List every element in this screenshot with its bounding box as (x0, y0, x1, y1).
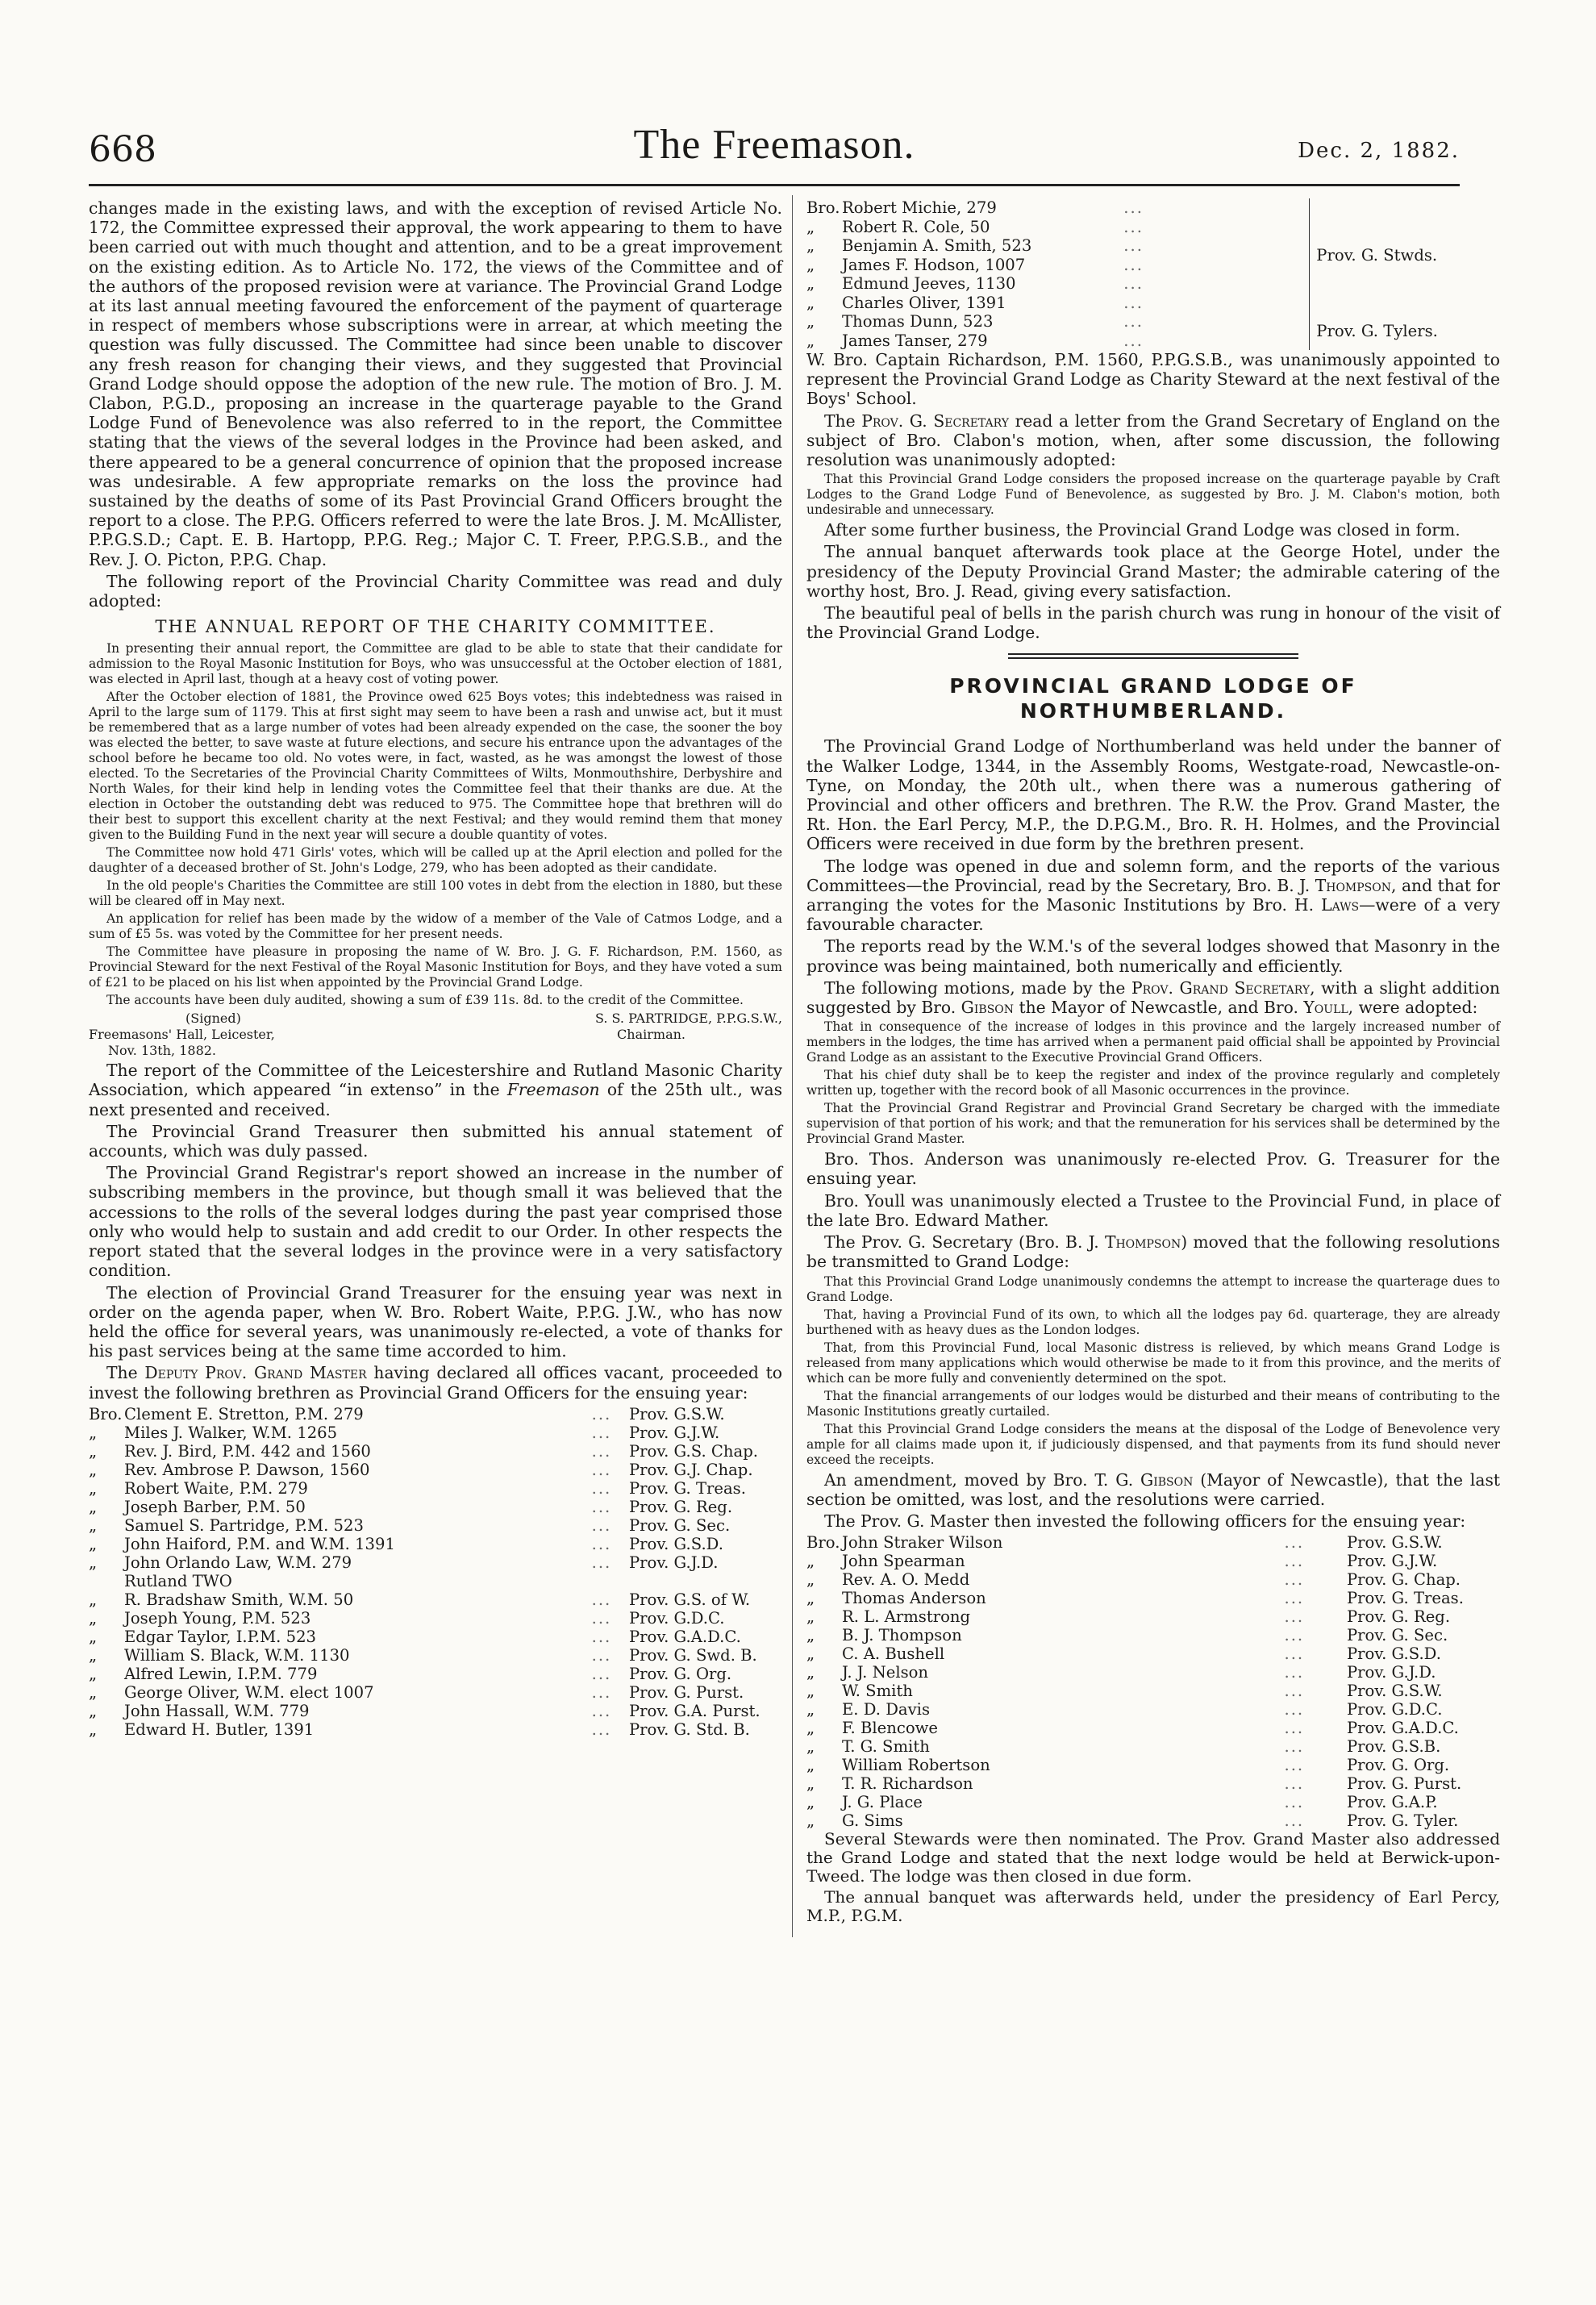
report-heading: THE ANNUAL REPORT OF THE CHARITY COMMITTEE. (155, 617, 716, 637)
officer-office: Prov. G. Reg. (629, 1497, 733, 1516)
officer-office: Prov. G.J.W. (1347, 1552, 1438, 1571)
leader-dots: ... (1284, 1644, 1305, 1664)
officer-name: J. G. Place (842, 1793, 923, 1812)
officer-office: Prov. G. Org. (629, 1664, 732, 1683)
heading-line: PROVINCIAL GRAND LODGE OF (949, 674, 1357, 698)
officer-row (806, 1811, 1500, 1830)
officer-row (89, 1609, 782, 1628)
column-divider (792, 195, 793, 1937)
text-run: of the 25th ult., was next presented and received. (89, 1080, 782, 1119)
left-officers-list (89, 1405, 782, 1739)
officer-office: Prov. G.S.B. (1347, 1737, 1441, 1757)
steward-name: Charles Oliver, 1391 (842, 293, 1006, 312)
leader-dots: ... (591, 1515, 612, 1535)
resolution: That this Provincial Grand Lodge considers the proposed increase on the quarterage payable by Craft Lodges to the Grand Lodge Fund of Benevolence, as suggested by Bro. J. M. Clabon's motion, both undesirable and unnecessary. (806, 472, 1500, 518)
small-caps-run: Prov. Grand Secretary (1131, 977, 1311, 998)
leader-dots: ... (1284, 1663, 1305, 1682)
paragraph: Several Stewards were then nominated. The Prov. Grand Master also addressed the Grand Lodge and stated that the next lodge would be held at Berwick-upon-Tweed. The lodge was then closed in due form. (806, 1829, 1500, 1886)
leader-dots: ... (1284, 1626, 1305, 1645)
paragraph (806, 978, 1500, 1017)
text-run: The Prov. G. Secretary (Bro. B. J. (824, 1232, 1099, 1253)
signatory-role: Chairman. (617, 1027, 685, 1043)
officer-office: Prov. G. Sec. (1347, 1626, 1448, 1645)
officer-row (806, 1774, 1500, 1793)
officer-row (89, 1590, 782, 1609)
report-paragraph: An application for relief has been made by the widow of a member of the Vale of Catmos Lodge, and a sum of £5 5s. was voted by the Committee for her present needs. (89, 911, 782, 942)
resolution: That, having a Provincial Fund of its own, to which all the lodges pay 6d. quarterage, they are already burthened with as heavy dues as the London lodges. (806, 1307, 1500, 1337)
text-run: The (824, 411, 856, 431)
paragraph: The following report of the Provincial Charity Committee was read and duly adopted: (89, 571, 782, 611)
officer-name: Rev. Ambrose P. Dawson, 1560 (124, 1460, 370, 1479)
signed-label: (Signed) (185, 1011, 241, 1027)
leader-dots: ... (1123, 312, 1144, 331)
officer-row (806, 1533, 1500, 1552)
leader-dots: ... (1123, 198, 1144, 217)
officer-name: B. J. Thompson (842, 1626, 962, 1645)
officer-office: Prov. G.A.D.C. (1347, 1719, 1459, 1738)
leader-dots: ... (591, 1497, 612, 1516)
officer-row (89, 1405, 782, 1423)
leader-dots: ... (591, 1441, 612, 1461)
leader-dots: ... (1123, 236, 1144, 255)
officer-office: Prov. G. Tyler. (1347, 1811, 1459, 1831)
list-prefix: „ (806, 1737, 815, 1757)
list-prefix: „ (806, 1700, 815, 1719)
right-column (806, 198, 1500, 1928)
paragraph: Bro. Thos. Anderson was unanimously re-elected Prov. G. Treasurer for the ensuing year. (806, 1149, 1500, 1189)
leader-dots: ... (1284, 1737, 1305, 1757)
officer-office: Prov. G.A.P. (1347, 1793, 1438, 1812)
officer-row (89, 1702, 782, 1720)
paragraph: After some further business, the Provincial Grand Lodge was closed in form. (824, 520, 1461, 540)
officer-office: Prov. G.S. Chap. (629, 1441, 758, 1461)
leader-dots: ... (591, 1608, 612, 1628)
steward-name: James F. Hodson, 1007 (842, 255, 1026, 274)
report-paragraph: The accounts have been duly audited, showing a sum of £39 11s. 8d. to the credit of the Committee. (106, 993, 744, 1008)
resolution: That, from this Provincial Fund, local Masonic distress is relieved, by which means Grand Lodge is released from many applications which would otherwise be made to it from this province, and the merits of which can be more fully and conveniently determined on the spot. (806, 1340, 1500, 1386)
officer-row (89, 1498, 782, 1516)
steward-name: Robert R. Cole, 50 (842, 217, 990, 236)
paragraph: W. Bro. Captain Richardson, P.M. 1560, P.P.G.S.B., was unanimously appointed to represent the Provincial Grand Lodge as Charity Steward at the next festival of the Boys' School. (806, 350, 1500, 409)
officer-name: Rev. J. Bird, P.M. 442 and 1560 (124, 1441, 371, 1461)
officer-office (629, 1572, 782, 1590)
officer-office: Prov. G.J.D. (1347, 1663, 1436, 1682)
list-prefix: „ (806, 1719, 815, 1738)
paragraph: Bro. Youll was unanimously elected a Trustee to the Provincial Fund, in place of the late Bro. Edward Mather. (806, 1190, 1500, 1230)
steward-row (806, 198, 1500, 218)
report-paragraph: In presenting their annual report, the Committee are glad to be able to state that their candidate for admission to the Royal Masonic Institution for Boys, who was unsuccessful at the October election of 1881, was elected in April last, though at a heavy cost of voting power. (89, 641, 782, 687)
paragraph (806, 1232, 1500, 1271)
list-prefix: „ (806, 1793, 815, 1812)
list-prefix: „ (806, 1756, 815, 1775)
paragraph: changes made in the existing laws, and with the exception of revised Article No. 172, the Committee expressed their approval, the work appearing to them to have been carried out with much thought and attention, and to be a great improvement on the existing edition. As to Article No. 172, the views of the Committee and of the authors of the proposed revision were at variance. The Provincial Grand Lodge at its last annual meeting favoured the enforcement of the payment of quarterage in respect of members whose subscriptions were in arrear, at which meeting the question was fully discussed. The Committee had since been unable to discover any fresh reason for changing their views, and they suggested that Provincial Grand Lodge should oppose the adoption of the new rule. The motion of Bro. J. M. Clabon, P.G.D., proposing an increase in the quarterage payable to the Grand Lodge Fund of Benevolence was also referred to in the report, the Committee stating that the views of the several lodges in the Province had been asked, and there appeared to be a general concurrence of opinion that the proposed increase was undesirable. A few appropriate remarks on the loss the province had sustained by the deaths of some of its Past Provincial Grand Officers brought the report to a close. The P.P.G. Officers referred to were the late Bros. J. M. McAllister, P.P.G.S.D.; Capt. E. B. Hartopp, P.P.G. Reg.; Major C. T. Freer, P.P.G.S.B., and the Rev. J. O. Picton, P.P.G. Chap. (89, 198, 782, 569)
text-run: The (106, 1363, 138, 1383)
leader-dots: ... (591, 1719, 612, 1739)
small-caps-run: Prov. G. Secretary (861, 411, 1009, 431)
list-prefix: „ (89, 1719, 98, 1739)
officer-name: Edgar Taylor, I.P.M. 523 (124, 1627, 317, 1646)
paragraph (89, 1363, 782, 1402)
report-paragraph: The Committee now hold 471 Girls' votes, which will be called up at the April election and polled for the daughter of a deceased brother of St. John's Lodge, 279, who has been adopted as their candidate. (89, 845, 782, 876)
paragraph: The annual banquet was afterwards held, under the presidency of Earl Percy, M.P., P.G.M. (806, 1887, 1500, 1926)
officer-office: Prov. G. Chap. (1347, 1570, 1461, 1590)
steward-name: Benjamin A. Smith, 523 (842, 236, 1032, 255)
list-prefix: Bro. (89, 1404, 123, 1423)
list-prefix: „ (89, 1664, 98, 1683)
officer-name: J. J. Nelson (842, 1663, 929, 1682)
officer-office: Prov. G. Treas. (629, 1478, 746, 1498)
stewards-office: Prov. G. Stwds. (1316, 245, 1438, 265)
list-prefix: „ (806, 1607, 815, 1627)
leader-dots: ... (591, 1534, 612, 1553)
small-caps-run: Thompson (1315, 875, 1391, 895)
officer-name: John Orlando Law, W.M. 279 (124, 1553, 352, 1572)
officer-row (89, 1442, 782, 1461)
steward-name: Edmund Jeeves, 1130 (842, 274, 1016, 293)
list-prefix: „ (806, 1663, 815, 1682)
officer-office: Prov. G. Purst. (1347, 1774, 1462, 1794)
officer-row (806, 1570, 1500, 1589)
officer-row (806, 1719, 1500, 1737)
list-prefix: „ (89, 1515, 98, 1535)
officer-office: Prov. G.S.W. (629, 1404, 725, 1423)
list-prefix: „ (89, 1423, 98, 1442)
officer-row (89, 1628, 782, 1646)
officer-office: Prov. G.S.D. (629, 1534, 723, 1553)
leader-dots: ... (591, 1423, 612, 1442)
list-prefix: „ (89, 1590, 98, 1609)
list-prefix: „ (806, 274, 815, 293)
small-caps-run: Youll (1303, 998, 1348, 1018)
text-run: having declared all offices vacant, proceeded to invest the following brethren as Provincial Grand Officers for the ensuing year: (89, 1363, 782, 1403)
heading-line: NORTHUMBERLAND. (1019, 699, 1287, 723)
officer-office: Prov. G. Org. (1347, 1756, 1450, 1775)
section-divider (1008, 653, 1298, 659)
leader-dots: ... (1123, 293, 1144, 312)
leader-dots: ... (1284, 1756, 1305, 1775)
text-run: The report of the Committee of the Leicestershire and Rutland Masonic Charity Association, which appeared “in extenso” in the (89, 1061, 782, 1100)
tyler-name: James Tanser, 279 (842, 331, 988, 350)
officer-name: Robert Waite, P.M. 279 (124, 1478, 308, 1498)
officer-name: William S. Black, W.M. 1130 (124, 1645, 350, 1665)
paragraph (806, 411, 1500, 470)
list-prefix: „ (89, 1441, 98, 1461)
leader-dots: ... (1284, 1774, 1305, 1794)
leader-dots: ... (1284, 1607, 1305, 1627)
list-prefix (89, 1572, 124, 1590)
list-prefix: „ (806, 1552, 815, 1571)
paragraph (89, 1061, 782, 1119)
officer-office: Prov. G.D.C. (629, 1608, 725, 1628)
leader-dots: ... (1284, 1719, 1305, 1738)
officer-name: John Haiford, P.M. and W.M. 1391 (124, 1534, 395, 1553)
leader-dots: ... (591, 1627, 612, 1646)
officer-name: Miles J. Walker, W.M. 1265 (124, 1423, 338, 1442)
leader-dots: ... (591, 1553, 612, 1572)
stewards-list (806, 198, 1500, 350)
officer-row (806, 1682, 1500, 1700)
officer-name: John Spearman (842, 1552, 965, 1571)
resolution: That this Provincial Grand Lodge unanimously condemns the attempt to increase the quarterage dues to Grand Lodge. (806, 1273, 1500, 1304)
paragraph: The beautiful peal of bells in the parish church was rung in honour of the visit of the Provincial Grand Lodge. (806, 603, 1500, 643)
paragraph: The Prov. G. Master then invested the following officers for the ensuing year: (824, 1511, 1466, 1531)
list-prefix: „ (806, 217, 815, 236)
leader-dots: ... (1284, 1552, 1305, 1571)
leader-dots: ... (591, 1664, 612, 1683)
officer-name: George Oliver, W.M. elect 1007 (124, 1682, 374, 1702)
officer-name: G. Sims (842, 1811, 903, 1831)
issue-date: Dec. 2, 1882. (1298, 139, 1460, 163)
officer-row (806, 1756, 1500, 1774)
text-run: An amendment, moved by Bro. T. G. (824, 1469, 1134, 1490)
officer-name: T. G. Smith (842, 1737, 930, 1757)
officer-office: Prov. G. Purst. (629, 1682, 744, 1702)
leader-dots: ... (1284, 1533, 1305, 1553)
officer-row (806, 1793, 1500, 1811)
officer-row (89, 1423, 782, 1442)
small-caps-run: Gibson (1140, 1469, 1194, 1490)
officer-name: Joseph Young, P.M. 523 (124, 1608, 311, 1628)
paragraph: The Provincial Grand Treasurer then submitted his annual statement of accounts, which was duly passed. (89, 1121, 782, 1161)
officer-name: T. R. Richardson (842, 1774, 973, 1794)
list-prefix: „ (806, 293, 815, 312)
officer-name: F. Blencowe (842, 1719, 939, 1738)
paragraph: The Provincial Grand Lodge of Northumberland was held under the banner of the Walker Lodge, 1344, in the Assembly Rooms, Westgate-road, Newcastle-on-Tyne, on Monday, the 20th ult., when there was a numerous gathering of Provincial and other officers and brethren. The R.W. the Prov. Grand Master, the Rt. Hon. the Earl Percy, M.P., the D.P.G.M., Bro. R. H. Holmes, and the Provincial Officers were received in due form by the brethren present. (806, 736, 1500, 854)
list-prefix: „ (806, 1570, 815, 1590)
officer-row (806, 1663, 1500, 1682)
italic-run: Freemason (506, 1080, 600, 1100)
officer-row (806, 1644, 1500, 1663)
list-prefix: „ (89, 1682, 98, 1702)
officer-office: Prov. G.J. Chap. (629, 1460, 753, 1479)
officer-row (89, 1683, 782, 1702)
small-caps-run: Laws (1321, 895, 1360, 915)
text-run: The lodge was opened in due and solemn form, and the reports of the various Committees—the Provincial, read by the Secretary, Bro. B. J. (806, 856, 1500, 895)
officer-row (89, 1535, 782, 1553)
tylers-office: Prov. G. Tylers. (1316, 321, 1438, 340)
paragraph: The Provincial Grand Registrar's report showed an increase in the number of subscribing members in the province, but though small it was believed that the accessions to the rolls of the several lodges during the past year comprised those only who would help to sustain and add credit to our Order. In other respects the report stated that the several lodges in the province were in a very satisfactory condition. (89, 1163, 782, 1281)
officer-office: Prov. G.S.D. (1347, 1644, 1441, 1664)
officer-office: Prov. G.S.W. (1347, 1533, 1443, 1553)
tylers-brace (1293, 312, 1310, 350)
officer-row (806, 1737, 1500, 1756)
officer-row (89, 1665, 782, 1683)
leader-dots: ... (1284, 1700, 1305, 1719)
officer-office: Prov. G.J.D. (629, 1553, 719, 1572)
officer-office: Prov. G.A.D.C. (629, 1627, 741, 1646)
signatory-name: S. S. PARTRIDGE, P.P.G.S.W., (594, 1011, 782, 1027)
text-run: —were of a very favourable character. (806, 895, 1501, 935)
list-prefix: „ (89, 1627, 98, 1646)
officer-office: Prov. G. Treas. (1347, 1589, 1464, 1608)
leader-dots: ... (1284, 1589, 1305, 1608)
officer-name: Rutland TWO (124, 1571, 232, 1590)
leader-dots: ... (1123, 217, 1144, 236)
list-prefix: „ (806, 331, 815, 350)
list-prefix: „ (89, 1460, 98, 1479)
officer-office: Prov. G. Std. B. (629, 1719, 750, 1739)
officer-row (806, 1552, 1500, 1570)
leader-dots: ... (591, 1590, 612, 1609)
resolution: That this Provincial Grand Lodge considers the means at the disposal of the Lodge of Benevolence very ample for all claims made upon it, if judiciously dispensed, and that payments from its fund should never exceed the receipts. (806, 1421, 1500, 1467)
officer-name: R. L. Armstrong (842, 1607, 971, 1627)
leader-dots: ... (1284, 1570, 1305, 1590)
newspaper-title: The Freemason. (633, 122, 915, 168)
leader-dots: ... (1284, 1811, 1305, 1831)
section-heading (806, 673, 1500, 723)
officer-row (89, 1479, 782, 1498)
list-prefix: „ (89, 1534, 98, 1553)
paragraph: The annual banquet afterwards took place at the George Hotel, under the presidency of the Deputy Provincial Grand Master; the admirable catering of the worthy host, Bro. J. Read, giving every satisfaction. (806, 542, 1500, 601)
officer-row (89, 1516, 782, 1535)
motion: That his chief duty shall be to keep the register and index of the province regularly and completely written up, together with the record book of all Masonic occurrences in the province. (806, 1068, 1500, 1098)
small-caps-run: Gibson (961, 998, 1015, 1018)
officer-name: Edward H. Butler, 1391 (124, 1719, 315, 1739)
leader-dots: ... (1123, 274, 1144, 293)
leader-dots: ... (1123, 255, 1144, 274)
text-run: , with a slight addition suggested by Bro. (806, 977, 1500, 1018)
leader-dots: ... (591, 1645, 612, 1665)
officer-name: John Hassall, W.M. 779 (124, 1701, 310, 1720)
leader-dots: ... (1284, 1682, 1305, 1701)
leader-dots: ... (591, 1478, 612, 1498)
paragraph: The reports read by the W.M.'s of the several lodges showed that Masonry in the province was being maintained, both numerically and efficiently. (806, 936, 1500, 976)
text-run: , were adopted: (1348, 998, 1478, 1018)
small-caps-run: Deputy Prov. Grand Master (144, 1363, 367, 1383)
motion: That in consequence of the increase of lodges in this province and the largely increased number of members in the lodges, the time has arrived when a permanent paid official shall be appointed by Provincial Grand Lodge as an assistant to the Executive Provincial Grand Officers. (806, 1019, 1500, 1065)
officer-name: Clement E. Stretton, P.M. 279 (124, 1404, 364, 1423)
officer-row (806, 1589, 1500, 1607)
report-paragraph: The Committee have pleasure in proposing the name of W. Bro. J. G. F. Richardson, P.M. 1560, as Provincial Steward for the next Festival of the Royal Masonic Institution for Boys, and they have voted a sum of £21 to be placed on his list when appointed by the Provincial Grand Lodge. (89, 944, 782, 990)
list-prefix: „ (806, 1589, 815, 1608)
officer-name: E. D. Davis (842, 1700, 931, 1719)
text-run: (Mayor of Newcastle), that the last section be omitted, was lost, and the resolutions were carried. (806, 1469, 1501, 1509)
officer-name: W. Smith (842, 1682, 913, 1701)
masthead-rule (89, 184, 1460, 186)
officer-row (89, 1646, 782, 1665)
resolution: That the financial arrangements of our lodges would be disturbed and their means of contributing to the Masonic Institutions greatly curtailed. (806, 1388, 1500, 1419)
leader-dots: ... (591, 1701, 612, 1720)
list-prefix: „ (806, 1682, 815, 1701)
leader-dots: ... (591, 1682, 612, 1702)
list-prefix: „ (89, 1701, 98, 1720)
officer-name: William Robertson (842, 1756, 990, 1775)
leader-dots: ... (591, 1404, 612, 1423)
list-prefix: „ (89, 1645, 98, 1665)
paragraph (806, 1470, 1500, 1509)
paragraph (806, 857, 1500, 935)
text-run: , and that for arranging the votes for the Masonic Institutions by Bro. H. (806, 875, 1500, 915)
list-prefix: Bro. (806, 198, 840, 217)
text-run: ) moved that the following resolutions be transmitted to Grand Lodge: (806, 1232, 1500, 1272)
steward-name: Robert Michie, 279 (842, 198, 997, 217)
masthead (89, 121, 1460, 177)
text-run: the Mayor of Newcastle, and Bro. (1019, 998, 1298, 1018)
text-run: read a letter from the Grand Secretary of England on the subject of Bro. Clabon's motion, when, after some discussion, the following resolution was unanimously adopted: (806, 411, 1501, 470)
officer-row (89, 1720, 782, 1739)
list-prefix: „ (806, 255, 815, 274)
officer-name: Thomas Anderson (842, 1589, 986, 1608)
leader-dots: ... (1123, 331, 1144, 350)
steward-row (806, 312, 1500, 331)
officer-name: R. Bradshaw Smith, W.M. 50 (124, 1590, 354, 1609)
paragraph: The election of Provincial Grand Treasurer for the ensuing year was next in order on the agenda paper, when W. Bro. Robert Waite, P.P.G. J.W., who has now held the office for several years, was unanimously re-elected, a vote of thanks for his past services being at the same time accorded to him. (89, 1282, 782, 1361)
officer-office: Prov. G. Reg. (1347, 1607, 1451, 1627)
left-column (89, 198, 782, 1739)
officer-name: Joseph Barber, P.M. 50 (124, 1497, 306, 1516)
report-paragraph: After the October election of 1881, the Province owed 625 Boys votes; this indebtedness was raised in April to the large sum of 1179. This at first sight may seem to have been a rash and unwise act, but it must be remembered that as a large number of votes had been already expended on the case, the sooner the boy was elected the better, to save waste at future elections, and secure his entrance upon the advantages of the school before he became too old. No votes were, in fact, wasted, as he was amongst the lowest of those elected. To the Secretaries of the Provincial Charity Committees of Wilts, Monmouthshire, Derbyshire and North Wales, for their kind help in lending votes the Committee feel that their thanks are due. At the election in October the outstanding debt was reduced to 975. The Committee hope that brethren will do their best to support this excellent charity at the next Festival; and they would remind them that money given to the Building Fund in the next year will secure a double quantity of votes. (89, 690, 782, 843)
officer-name: John Straker Wilson (842, 1533, 1003, 1553)
list-prefix: „ (806, 1626, 815, 1645)
officer-name: Samuel S. Partridge, P.M. 523 (124, 1515, 364, 1535)
list-prefix: „ (806, 1811, 815, 1831)
list-prefix: „ (89, 1497, 98, 1516)
officer-row (806, 1700, 1500, 1719)
leader-dots: ... (591, 1460, 612, 1479)
officer-row (806, 1626, 1500, 1644)
officer-office: Prov. G.S.W. (1347, 1682, 1443, 1701)
text-run: The following motions, made by the (824, 977, 1126, 998)
page-number: 668 (89, 129, 156, 170)
officer-office: Prov. G. Sec. (629, 1515, 731, 1535)
officer-name: Alfred Lewin, I.P.M. 779 (124, 1664, 318, 1683)
list-prefix: „ (806, 1774, 815, 1794)
list-prefix: „ (89, 1608, 98, 1628)
officer-office: Prov. G.S. of W. (629, 1590, 751, 1609)
signature-place: Freemasons' Hall, Leicester, (89, 1027, 275, 1043)
list-prefix: „ (89, 1478, 98, 1498)
officer-name: Rev. A. O. Medd (842, 1570, 970, 1590)
signature-date: Nov. 13th, 1882. (108, 1043, 217, 1059)
officer-office: Prov. G.J.W. (629, 1423, 720, 1442)
motion: That the Provincial Grand Registrar and Provincial Grand Secretary be charged with the immediate supervision of that portion of his work; and that the remuneration for his services shall be determined by the Provincial Grand Master. (806, 1101, 1500, 1147)
small-caps-run: Thompson (1104, 1232, 1181, 1253)
officer-office: Prov. G. Swd. B. (629, 1645, 757, 1665)
list-prefix: „ (806, 312, 815, 331)
tyler-name: Thomas Dunn, 523 (842, 312, 994, 331)
officer-office: Prov. G.A. Purst. (629, 1701, 760, 1720)
list-prefix: „ (806, 1644, 815, 1664)
officer-office: Prov. G.D.C. (1347, 1700, 1443, 1719)
list-prefix: Bro. (806, 1533, 840, 1553)
officer-row (89, 1461, 782, 1479)
stewards-brace (1293, 198, 1310, 312)
officer-name: C. A. Bushell (842, 1644, 945, 1664)
officer-row (806, 1607, 1500, 1626)
list-prefix: „ (89, 1553, 98, 1572)
officer-row (89, 1553, 782, 1572)
officer-row (89, 1572, 782, 1590)
right-officers-list (806, 1533, 1500, 1830)
list-prefix: „ (806, 236, 815, 255)
leader-dots: ... (1284, 1793, 1305, 1812)
report-paragraph: In the old people's Charities the Committee are still 100 votes in debt from the election in 1880, but these will be cleared off in May next. (89, 878, 782, 909)
signature-block (89, 1011, 782, 1059)
